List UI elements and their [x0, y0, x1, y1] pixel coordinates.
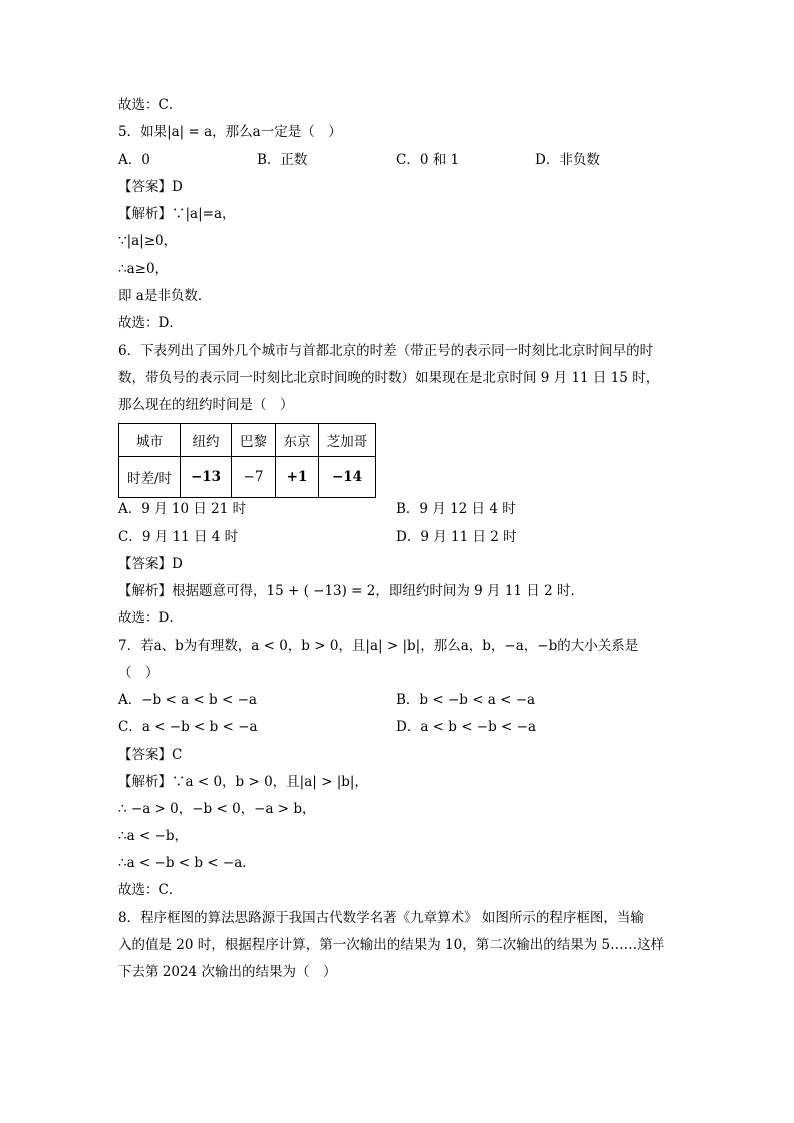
table-cell: 纽约 [181, 424, 232, 457]
q5-analysis-4: 即 a是非负数． [118, 288, 212, 304]
q6-option-b: B．9 月 12 日 4 时 [396, 501, 516, 517]
q7-stem-1: 7．若a、b为有理数，a < 0，b > 0，且|a| > |b|，那么a，b，−a，−b的大小关系是 [118, 638, 639, 654]
q6-conclusion: 故选：D． [118, 610, 183, 626]
table-cell: −14 [319, 457, 376, 498]
q7-option-b: B．b < −b < a < −a [396, 692, 536, 708]
q8-stem-3: 下去第 2024 次输出的结果为（ ） [118, 964, 337, 980]
q5-analysis-2: ∵|a|≥0， [118, 233, 178, 249]
table-cell: −7 [232, 457, 276, 498]
table-cell: +1 [276, 457, 319, 498]
q6-option-c: C．9 月 11 日 4 时 [118, 529, 239, 545]
q7-stem-2: （ ） [118, 665, 159, 681]
q6-answer: 【答案】D [118, 556, 183, 572]
q5-analysis-3: ∴a≥0， [118, 261, 169, 277]
table-cell: 城市 [119, 424, 181, 457]
q7-option-d: D．a < b < −b < −a [396, 719, 537, 735]
table-cell: −13 [181, 457, 232, 498]
q7-analysis-4: ∴a < −b < b < −a． [118, 855, 256, 871]
table-cell: 芝加哥 [319, 424, 376, 457]
q6-stem-3: 那么现在的纽约时间是（ ） [118, 397, 294, 413]
q5-option-a: A．0 [118, 152, 150, 168]
table-cell: 巴黎 [232, 424, 276, 457]
q5-option-d: D．非负数 [535, 152, 600, 168]
q7-analysis-2: ∴ −a > 0，−b < 0，−a > b， [118, 801, 316, 817]
table-row [119, 457, 376, 498]
q5-conclusion: 故选：D． [118, 315, 183, 331]
table-header-row [119, 424, 376, 457]
q7-analysis-1: 【解析】∵a < 0，b > 0，且|a| > |b|， [118, 774, 368, 790]
q5-analysis-1: 【解析】∵|a|=a， [118, 206, 236, 222]
q7-answer: 【答案】C [118, 747, 183, 763]
q5-option-b: B．正数 [257, 152, 308, 168]
q4-conclusion: 故选：C． [118, 97, 183, 113]
q5-answer: 【答案】D [118, 179, 183, 195]
q7-conclusion: 故选：C． [118, 882, 183, 898]
table-cell: 时差/时 [119, 457, 181, 498]
q7-option-c: C．a < −b < b < −a [118, 719, 258, 735]
q5-stem: 5．如果|a| = a，那么a一定是（ ） [118, 124, 342, 140]
q8-stem-1: 8．程序框图的算法思路源于我国古代数学名著《九章算术》 如图所示的程序框图，当输 [118, 910, 644, 926]
q6-stem-1: 6．下表列出了国外几个城市与首都北京的时差（带正号的表示同一时刻比北京时间早的时 [118, 343, 654, 359]
q6-option-d: D．9 月 11 日 2 时 [396, 529, 517, 545]
q7-option-a: A．−b < a < b < −a [118, 692, 257, 708]
q5-option-c: C．0 和 1 [396, 152, 460, 168]
q7-analysis-3: ∴a < −b， [118, 828, 188, 844]
table-cell: 东京 [276, 424, 319, 457]
q6-option-a: A．9 月 10 日 21 时 [118, 501, 247, 517]
q8-stem-2: 入的值是 20 时，根据程序计算，第一次输出的结果为 10，第二次输出的结果为 5……这样 [118, 937, 665, 953]
q6-analysis: 【解析】根据题意可得，15 + ( −13) = 2，即纽约时间为 9 月 11 日 2 时． [118, 583, 584, 599]
timezone-table [118, 423, 376, 498]
q6-stem-2: 数，带负号的表示同一时刻比北京时间晚的时数）如果现在是北京时间 9 月 11 日 15 时， [118, 370, 660, 386]
